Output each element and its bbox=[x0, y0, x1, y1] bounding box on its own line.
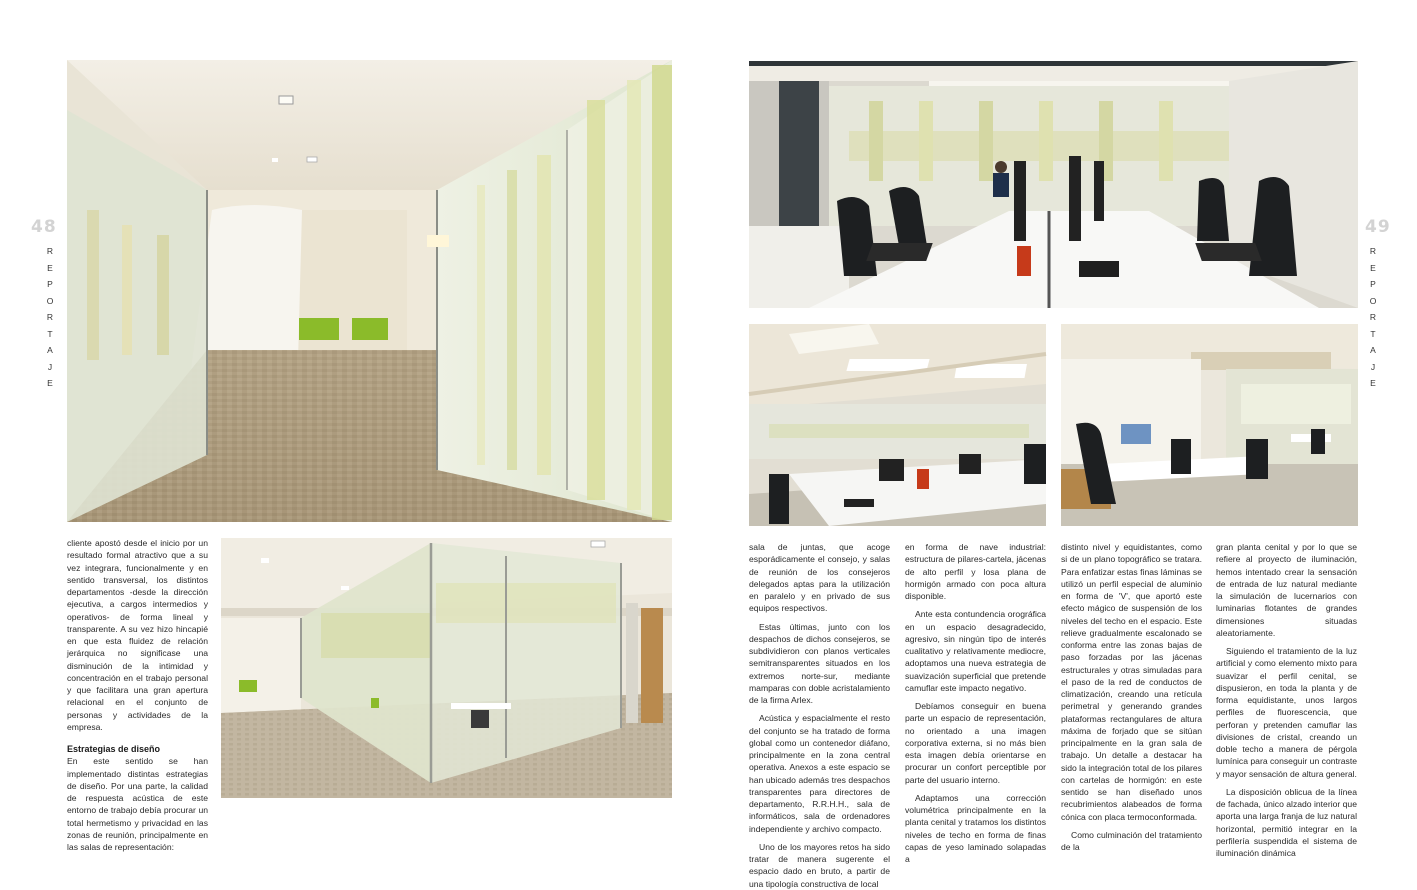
section-letter: P bbox=[1370, 279, 1376, 289]
paragraph: gran planta cenital y por lo que se refiere al proyecto de iluminación, hemos intentado crear la sensación de entrada de luz natural mediante la simulación de lucernarios con luminarias flotantes de grandes dimensiones situadas aleatoriamente. bbox=[1216, 542, 1357, 638]
photo-open-office bbox=[749, 324, 1046, 526]
section-letter: E bbox=[1370, 378, 1376, 388]
section-letter: O bbox=[46, 295, 54, 306]
section-letter: E bbox=[1370, 262, 1376, 273]
section-label-vertical bbox=[1368, 243, 1378, 392]
text-column bbox=[749, 541, 890, 889]
text-column bbox=[905, 541, 1046, 864]
section-letter: R bbox=[46, 246, 54, 256]
section-letter: E bbox=[47, 378, 53, 388]
paragraph: Ante esta contundencia orográfica en un espacio desagradecido, agresivo, sin ningún tipo de interés cualitativo y relativamente mediocre, adoptamos una nueva estrategia de suavización superficial que pretende camuflar este impacto negativo. bbox=[905, 609, 1046, 693]
section-letter: J bbox=[1370, 361, 1376, 372]
section-heading: Estrategias de diseño bbox=[67, 744, 161, 754]
text-column bbox=[1216, 541, 1357, 858]
paragraph: Acústica y espacialmente el resto del conjunto se ha tratado de forma global como un contenedor diáfano, principalmente en la zona central operativa. Anexos a este espacio se han ubicado además tres despachos transparentes para directores de departamento, R.R.H.H., sala de informáticos, sala de ordenadores independiente y archivo compacto. bbox=[749, 713, 890, 834]
page-number: 49 bbox=[1365, 217, 1391, 237]
photo-corridor bbox=[67, 60, 672, 522]
section-letter: E bbox=[47, 262, 53, 273]
section-letter: A bbox=[1370, 345, 1376, 355]
paragraph: Siguiendo el tratamiento de la luz artificial y como elemento mixto para suavizar el perfil cenital, se dispusieron, en toda la planta y de forma equidistante, unos largos perfiles de fluorescencia, que perforan y pretenden camuflar las divisiones de cristal, creando un doble techo a manera de pérgola lumínica para conseguir un contraste y mayor sensación de altura general. bbox=[1216, 646, 1357, 779]
paragraph: cliente apostó desde el inicio por un resultado formal atractivo que a su vez integrara, funcionalmente y en sentido transversal, los distintos departamentos -desde la dirección ejecutiva, a cargos intermedios y operativos- de forma lineal y transparente. A su vez hizo hincapié en que esta fluidez de relación jerárquica no significase una disminución de la intimidad y concentración en el trabajo personal y que facilitara una gran apertura relacional en el conjunto de personas y actividades de la empresa. bbox=[67, 538, 208, 732]
section-letter: J bbox=[47, 361, 53, 372]
section-letter: R bbox=[1369, 312, 1377, 322]
paragraph: Uno de los mayores retos ha sido tratar de manera sugerente el espacio dado en bruto, a partir de una tipología constructiva de local bbox=[749, 841, 890, 889]
page-number: 48 bbox=[31, 217, 57, 237]
paragraph: Adaptamos una corrección volumétrica principalmente en la planta cenital y tratamos los distintos niveles de techo en forma de finas capas de yeso laminado solapadas a bbox=[905, 792, 1046, 864]
paragraph: sala de juntas, que acoge esporádicamente el consejo, y salas de reunión de los consejeros delegados aptas para la utilización en paralelo y en privado de sus equipos respectivos. bbox=[749, 542, 890, 614]
section-letter: P bbox=[47, 279, 53, 289]
paragraph: En este sentido se han implementado distintas estrategias de diseño. Por una parte, la calidad de respuesta acústica de este entorno de trabajo debía procurar un total hermetismo y privacidad en las zonas de reunión, principalmente en las salas de representación: bbox=[67, 756, 208, 852]
section-letter: A bbox=[47, 345, 53, 355]
section-letter: R bbox=[46, 312, 54, 322]
paragraph: distinto nivel y equidistantes, como si de un plano topográfico se tratara. Para enfatizar estas finas láminas se utilizó un perfil especial de aluminio en forma de 'V', que aportó este efecto mágico de suspensión de los niveles del techo en el espacio. Este relieve gradualmente escalonado se conforma entre las zonas bajas de paso forzadas por las jácenas estructurales y otras simuladas para el paso de la red de conductos de climatización, creando una retícula perimetral y generando grandes plataformas rectangulares de altura máxima de forjado que se sitúan principalmente en la gran sala de trabajo. Un detalle a destacar ha sido la integración total de los pilares con cartelas de hormigón: en este sentido se han diseñado unos recubrimientos alabeados de forma cónica con placa termoconformada. bbox=[1061, 542, 1202, 822]
photo-meeting-rooms bbox=[221, 538, 672, 798]
text-column bbox=[1061, 541, 1202, 852]
section-letter: T bbox=[47, 328, 53, 339]
section-letter: T bbox=[1370, 328, 1376, 339]
paragraph: Debíamos conseguir en buena parte un espacio de representación, no orientado a una imagen corporativa externa, si no más bien esta imagen debía orientarse en procurar un confort perceptible por parte del usuario interno. bbox=[905, 701, 1046, 785]
photo-private-office bbox=[1061, 324, 1358, 526]
paragraph: en forma de nave industrial: estructura de pilares-cartela, jácenas de alto perfil y losa plana de hormigón armado con poca altura disponible. bbox=[905, 542, 1046, 601]
text-column bbox=[67, 537, 208, 852]
paragraph: Como culminación del tratamiento de la bbox=[1061, 829, 1202, 852]
paragraph: Estas últimas, junto con los despachos de dichos consejeros, se subdividieron con planos verticales semitransparentes situados en los extremos norte-sur, mediante mamparas con doble acristalamiento de la firma Arlex. bbox=[749, 621, 890, 705]
section-letter: R bbox=[1369, 246, 1377, 256]
paragraph: La disposición oblicua de la línea de fachada, único alzado interior que aporta una larga franja de luz natural horizontal, permitió integrar en la perfilería suspendida el sistema de iluminación dinámica bbox=[1216, 786, 1357, 858]
photo-workstations bbox=[749, 61, 1358, 308]
section-letter: O bbox=[1369, 295, 1377, 306]
section-label-vertical bbox=[45, 243, 55, 392]
